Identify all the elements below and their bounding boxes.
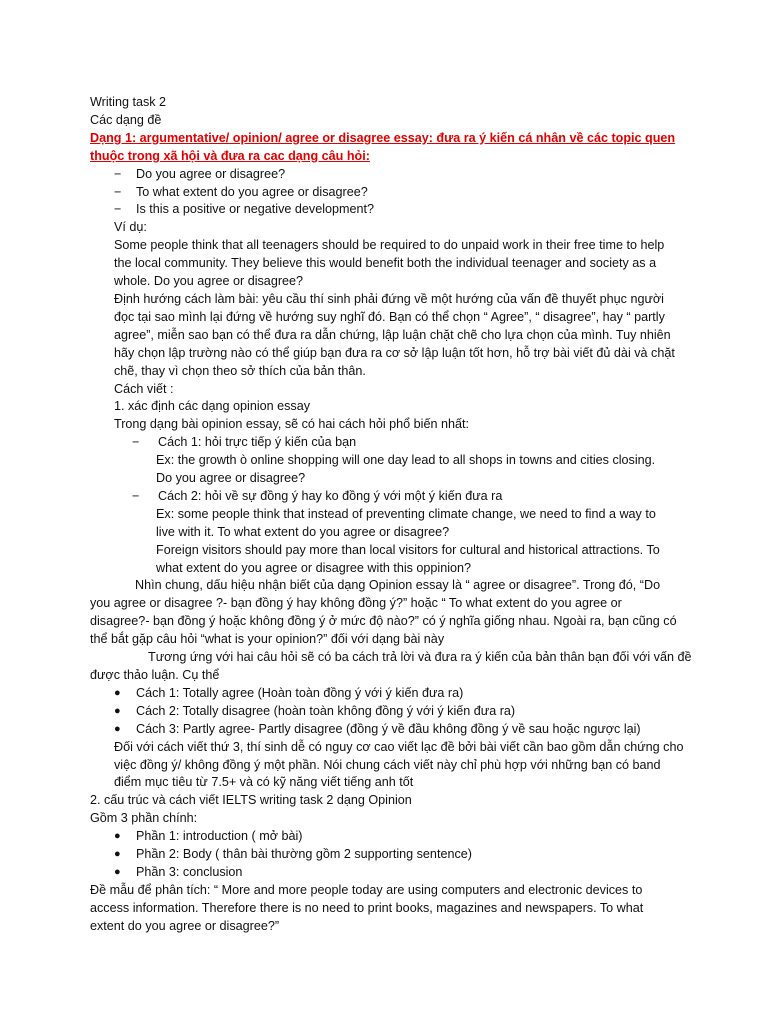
option-item: ● Cách 3: Partly agree- Partly disagree (đồng ý về đầu không đồng ý về sau hoặc ngược lại) [90, 721, 690, 739]
example-line: the local community. They believe this would benefit both the individual teenager and society as a [114, 256, 657, 271]
parts-intro: Gồm 3 phần chính: [90, 811, 198, 826]
bullet-icon: ● [114, 704, 121, 717]
example-label: Ví dụ: [114, 220, 147, 235]
summary-line: thể bắt gặp câu hỏi “what is your opinion?” đối với dạng bài này [90, 632, 445, 647]
question-item: − Do you agree or disagree? [90, 166, 690, 184]
how-to-write-label: Cách viết : [114, 381, 174, 396]
option3-note-line: điểm mục tiêu từ 7.5+ và có kỹ năng viết tiếng anh tốt [114, 775, 414, 790]
summary-line: disagree?- bạn đồng ý hoặc không đồng ý ở mức độ nào?” có ý nghĩa giống nhau. Ngoài ra, bạn cũng có [90, 614, 677, 629]
example-line: what extent do you agree or disagree with this oppinion? [156, 560, 472, 575]
dash-marker: − [114, 184, 122, 199]
way-item: − Cách 2: hỏi về sự đồng ý hay ko đồng ý với một ý kiến đưa ra [90, 488, 690, 506]
bullet-icon: ● [114, 830, 121, 843]
option-item: ● Cách 1: Totally agree (Hoàn toàn đồng ý với ý kiến đưa ra) [90, 685, 690, 703]
dash-marker: − [132, 488, 140, 503]
orientation-line: chẽ, thay vì chọn theo sở thích của bản thân. [114, 363, 366, 378]
dash-marker: − [114, 202, 122, 217]
step2-heading: 2. cấu trúc và cách viết IELTS writing task 2 dạng Opinion [90, 793, 412, 808]
example-line: live with it. To what extent do you agree or disagree? [156, 524, 450, 539]
bullet-icon: ● [114, 865, 121, 878]
doc-title: Writing task 2 [90, 95, 167, 109]
summary-line: Nhìn chung, dấu hiệu nhận biết của dạng Opinion essay là “ agree or disagree”. Trong đó, “Do [135, 578, 661, 593]
step1-intro: Trong dạng bài opinion essay, sẽ có hai cách hỏi phổ biến nhất: [114, 417, 469, 432]
way-item: − Cách 1: hỏi trực tiếp ý kiến của bạn [90, 434, 690, 452]
summary-line: you agree or disagree ?- bạn đồng ý hay không đồng ý?” hoặc “ To what extent do you agree or [90, 596, 622, 611]
type1-heading-line1: Dạng 1: argumentative/ opinion/ agree or disagree essay: đưa ra ý kiến cá nhân về các topic quen [90, 130, 676, 145]
example-line: whole. Do you agree or disagree? [114, 274, 304, 289]
dash-marker: − [114, 166, 122, 181]
part-item: ● Phần 1: introduction ( mở bài) [90, 828, 690, 846]
example-line: Some people think that all teenagers should be required to do unpaid work in their free time to help [114, 238, 665, 253]
question-item: − To what extent do you agree or disagree? [90, 184, 690, 202]
part-item: ● Phần 2: Body ( thân bài thường gồm 2 supporting sentence) [90, 846, 690, 864]
doc-subtitle: Các dạng đề [90, 112, 162, 127]
step1-heading: 1. xác định các dạng opinion essay [114, 399, 311, 414]
dash-marker: − [132, 435, 140, 450]
example-line: Do you agree or disagree? [156, 471, 306, 486]
option-item: ● Cách 2: Totally disagree (hoàn toàn không đồng ý với ý kiến đưa ra) [90, 703, 690, 721]
orientation-line: đọc tại sao mình lại đứng về hướng suy nghĩ đó. Bạn có thể chọn “ Agree”, “ disagree”, hay “ partly [114, 309, 665, 324]
bullet-icon: ● [114, 686, 121, 699]
analysis-line: extent do you agree or disagree?” [90, 918, 280, 933]
question-item: − Is this a positive or negative development? [90, 201, 690, 219]
part-item: ● Phần 3: conclusion [90, 864, 690, 882]
orientation-line: agree”, miễn sao bạn có thể đưa ra dẫn chứng, lập luận chặt chẽ cho lựa chọn của mình. Tuy nhiên [114, 327, 671, 342]
example-line: Foreign visitors should pay more than local visitors for cultural and historical attractions. To [156, 542, 660, 557]
orientation-line: hãy chọn lập trường nào có thể giúp bạn đưa ra cơ sở lập luận tốt hơn, hỗ trợ bài viết đủ dài và chặt [114, 345, 675, 360]
option3-note-line: việc đồng ý/ không đồng ý một phần. Nói chung cách viết này chỉ phù hợp với những bạn có band [114, 757, 661, 772]
orientation-line: Định hướng cách làm bài: yêu cầu thí sinh phải đứng về một hướng của vấn đề thuyết phục người [114, 291, 664, 306]
bullet-icon: ● [114, 848, 121, 861]
analysis-line: Đề mẫu để phân tích: “ More and more people today are using computers and electronic devices to [90, 882, 643, 897]
bullet-icon: ● [114, 722, 121, 735]
response-line: Tương ứng với hai câu hỏi sẽ có ba cách trả lời và đưa ra ý kiến của bản thân bạn đối với vấn đề [148, 650, 692, 665]
example-line: Ex: the growth ò online shopping will one day lead to all shops in towns and cities closing. [156, 453, 656, 468]
type1-heading-line2: thuộc trong xã hội và đưa ra cac dạng câu hỏi: [90, 148, 370, 163]
document-body [90, 94, 690, 936]
analysis-line: access information. Therefore there is no need to print books, magazines and newspapers. To what [90, 900, 644, 915]
option3-note-line: Đối với cách viết thứ 3, thí sinh dễ có nguy cơ cao viết lạc đề bởi bài viết cần bao gồm dẫn chứng cho [114, 739, 684, 754]
example-line: Ex: some people think that instead of preventing climate change, we need to find a way to [156, 506, 656, 521]
response-line: được thảo luận. Cụ thể [90, 668, 220, 682]
